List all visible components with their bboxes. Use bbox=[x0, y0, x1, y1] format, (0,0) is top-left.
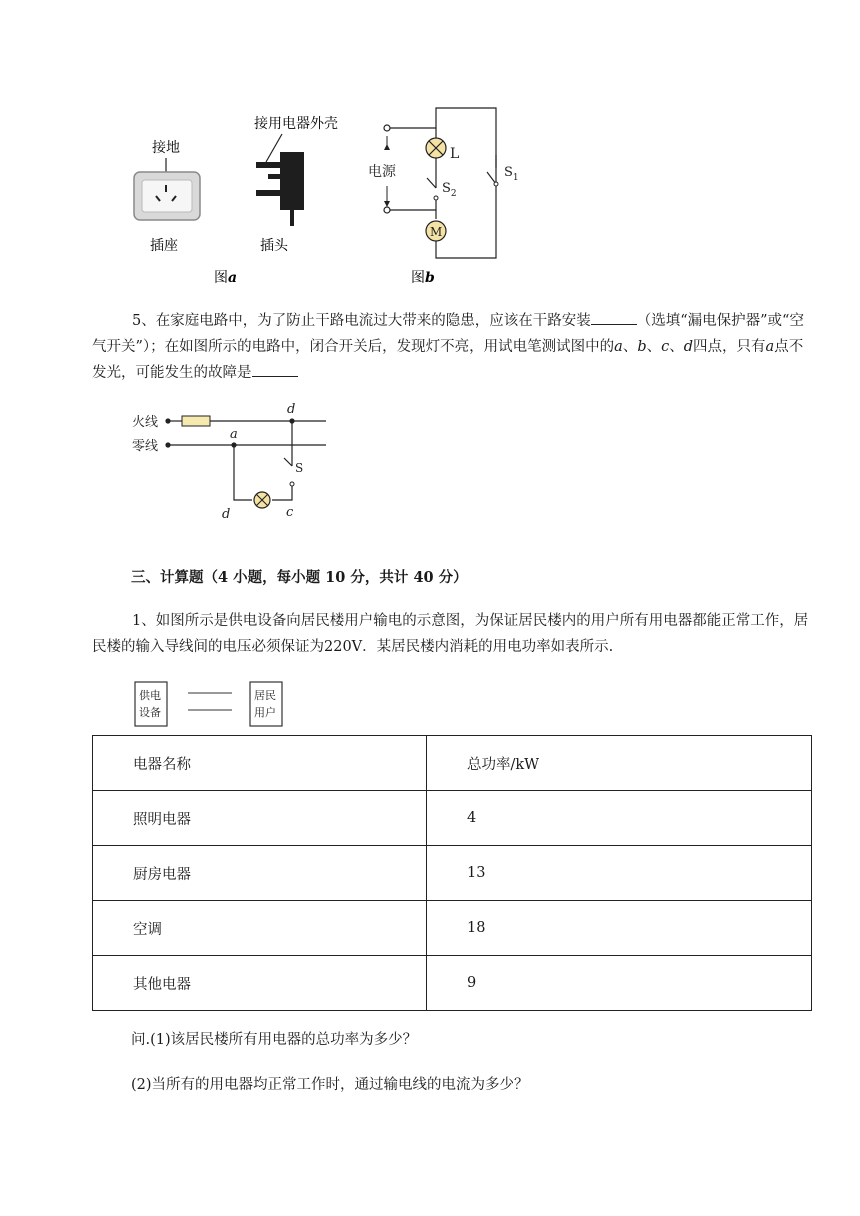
table-cell: 照明电器 bbox=[93, 791, 427, 846]
power-source-label: 电源 bbox=[368, 164, 396, 180]
socket-caption: 插座 bbox=[150, 238, 178, 254]
table-row bbox=[93, 791, 812, 846]
sub-question-2: (2)当所有的用电器均正常工作时，通过输电线的电流为多少？ bbox=[131, 1077, 529, 1093]
point-d-top: d bbox=[287, 402, 296, 417]
table-row bbox=[93, 846, 812, 901]
table-row bbox=[93, 901, 812, 956]
table-header-cell: 总功率/kW bbox=[427, 736, 812, 791]
table-cell: 4 bbox=[427, 791, 812, 846]
live-wire-label: 火线 bbox=[132, 415, 159, 430]
lamp-label: L bbox=[450, 146, 460, 162]
power-supply-diagram bbox=[134, 680, 286, 730]
fig-b-caption: 图b bbox=[411, 270, 435, 286]
table-cell: 其他电器 bbox=[93, 956, 427, 1011]
point-a: a bbox=[230, 427, 238, 442]
table-cell: 18 bbox=[427, 901, 812, 956]
table-header-row bbox=[93, 736, 812, 791]
svg-text:供电: 供电 bbox=[139, 689, 161, 702]
plug-label: 接用电器外壳 bbox=[254, 116, 338, 132]
table-cell: 9 bbox=[427, 956, 812, 1011]
figure-socket-plug-circuit bbox=[120, 100, 520, 300]
power-table bbox=[92, 735, 812, 1011]
svg-text:居民: 居民 bbox=[254, 689, 276, 702]
question-1-text: 1、如图所示是供电设备向居民楼用户输电的示意图，为保证居民楼内的用户所有用电器都能正常工作，居民楼的输入导线间的电压必须保证为220V．某居民楼内消耗的用电功率如表所示. bbox=[92, 613, 809, 655]
point-c: c bbox=[286, 505, 294, 520]
socket-ground-label: 接地 bbox=[152, 140, 180, 156]
switch-s-label: S bbox=[295, 461, 304, 475]
fuse-icon bbox=[182, 416, 210, 426]
fig-a-caption: 图a bbox=[214, 270, 238, 286]
plug-caption: 插头 bbox=[260, 238, 288, 254]
table-header-cell: 电器名称 bbox=[93, 736, 427, 791]
switch1-label: $S_1$ bbox=[504, 165, 519, 183]
neutral-wire-label: 零线 bbox=[132, 439, 159, 454]
plug-icon bbox=[256, 152, 304, 226]
table-cell: 13 bbox=[427, 846, 812, 901]
switch2-label: $S_2$ bbox=[442, 181, 457, 199]
question-5: 5、在家庭电路中，为了防止干路电流过大带来的隐患，应该在干路安装 （选填“漏电保护器”或“空气开关”）；在如图所示的电路中，闭合开关后，发现灯不亮，用试电笔测试图中的a、b、c、d四点，只有a点不发光，可能发生的故障是 bbox=[92, 308, 812, 386]
household-circuit-diagram bbox=[128, 400, 338, 522]
sub-question-1: 问.(1)该居民楼所有用电器的总功率为多少？ bbox=[131, 1032, 418, 1048]
svg-text:用户: 用户 bbox=[254, 706, 276, 719]
motor-label: M bbox=[430, 225, 443, 239]
table-row bbox=[93, 956, 812, 1011]
svg-text:设备: 设备 bbox=[139, 706, 161, 719]
table-cell: 空调 bbox=[93, 901, 427, 956]
section-heading: 三、计算题（4 小题，每小题 10 分，共计 40 分） bbox=[131, 569, 468, 586]
point-d-bottom: d bbox=[222, 507, 231, 522]
table-cell: 厨房电器 bbox=[93, 846, 427, 901]
answer-blank-1 bbox=[591, 310, 637, 325]
answer-blank-2 bbox=[252, 362, 298, 377]
